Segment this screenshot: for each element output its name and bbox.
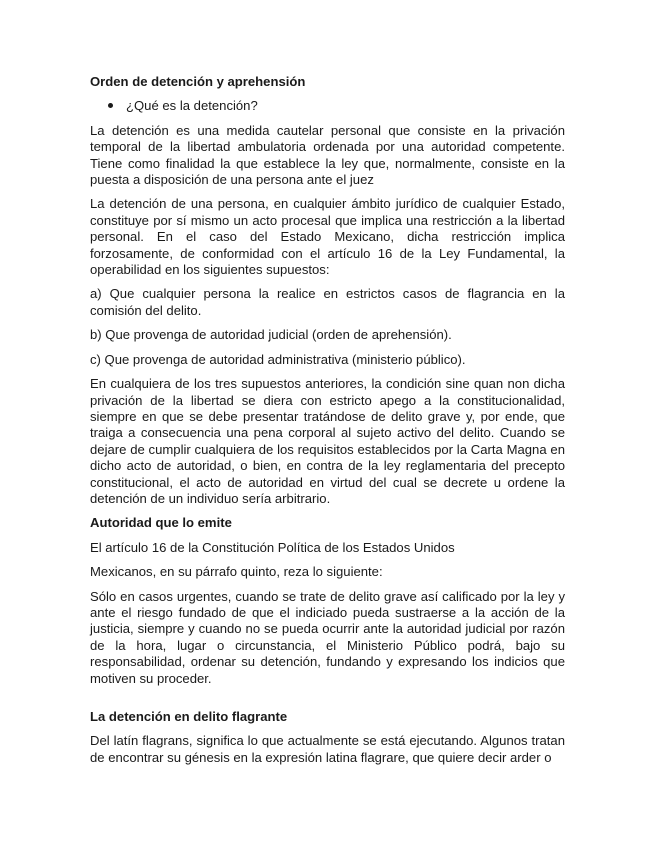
paragraph-definicion: La detención es una medida cautelar personal que consiste en la privación temporal de la libertad ambulatoria ordenada por una autoridad competente. Tiene como finalidad la que establece la ley que, normalmente, consiste en la puesta a disposición de una persona ante el juez bbox=[90, 122, 565, 188]
section-heading-flagrante: La detención en delito flagrante bbox=[90, 709, 288, 724]
section-heading-autoridad: Autoridad que lo emite bbox=[90, 515, 232, 531]
paragraph-supuesto-b: b) Que provenga de autoridad judicial (orden de aprehensión). bbox=[90, 327, 452, 343]
paragraph-supuestos-anteriores: En cualquiera de los tres supuestos anteriores, la condición sine quan non dicha privación de la libertad se diera con estricto apego a la constitucionalidad, siempre en que se debe presentar tratándose de delito grave y, por ende, que traiga a consecuencia una pena corporal al sujeto activo del delito. Cuando se dejare de cumplir cualquiera de los requisitos establecidos por la Carta Magna en dicho acto de autoridad, o bien, en contra de la ley reglamentaria del precepto constitucional, el acto de autoridad en virtud del cual se decrete u ordene la detención de un individuo sería arbitrario. bbox=[90, 376, 565, 506]
paragraph-mexicanos: Mexicanos, en su párrafo quinto, reza lo siguiente: bbox=[90, 564, 383, 580]
section-heading-orden: Orden de detención y aprehensión bbox=[90, 74, 306, 89]
spacer bbox=[90, 695, 565, 709]
bullet-icon bbox=[108, 103, 113, 108]
bullet-item bbox=[90, 98, 565, 114]
paragraph-supuesto-c: c) Que provenga de autoridad administrativa (ministerio público). bbox=[90, 351, 466, 367]
paragraph-supuesto-a: a) Que cualquier persona la realice en estrictos casos de flagrancia en la comisión del delito. bbox=[90, 286, 565, 318]
paragraph-flagrans: Del latín flagrans, significa lo que actualmente se está ejecutando. Algunos tratan de encontrar su génesis en la expresión latina flagrare, que quiere decir arder o bbox=[90, 733, 565, 765]
paragraph-articulo-16: El artículo 16 de la Constitución Política de los Estados Unidos bbox=[90, 539, 455, 555]
paragraph-detencion-persona: La detención de una persona, en cualquier ámbito jurídico de cualquier Estado, constituye por sí mismo un acto procesal que implica una restricción a la libertad personal. En el caso del Estado Mexicano, dicha restricción implica forzosamente, de conformidad con el artículo 16 de la Ley Fundamental, la operabilidad en los siguientes supuestos: bbox=[90, 196, 565, 278]
paragraph-casos-urgentes: Sólo en casos urgentes, cuando se trate de delito grave así calificado por la ley y ante el riesgo fundado de que el indiciado pueda sustraerse a la acción de la justicia, siempre y cuando no se pueda ocurrir ante la autoridad judicial por razón de la hora, lugar o circunstancia, el Ministerio Público podrá, bajo su responsabilidad, ordenar su detención, fundando y expresando los indicios que motiven su proceder. bbox=[90, 588, 565, 686]
bullet-text: ¿Qué es la detención? bbox=[126, 98, 258, 114]
